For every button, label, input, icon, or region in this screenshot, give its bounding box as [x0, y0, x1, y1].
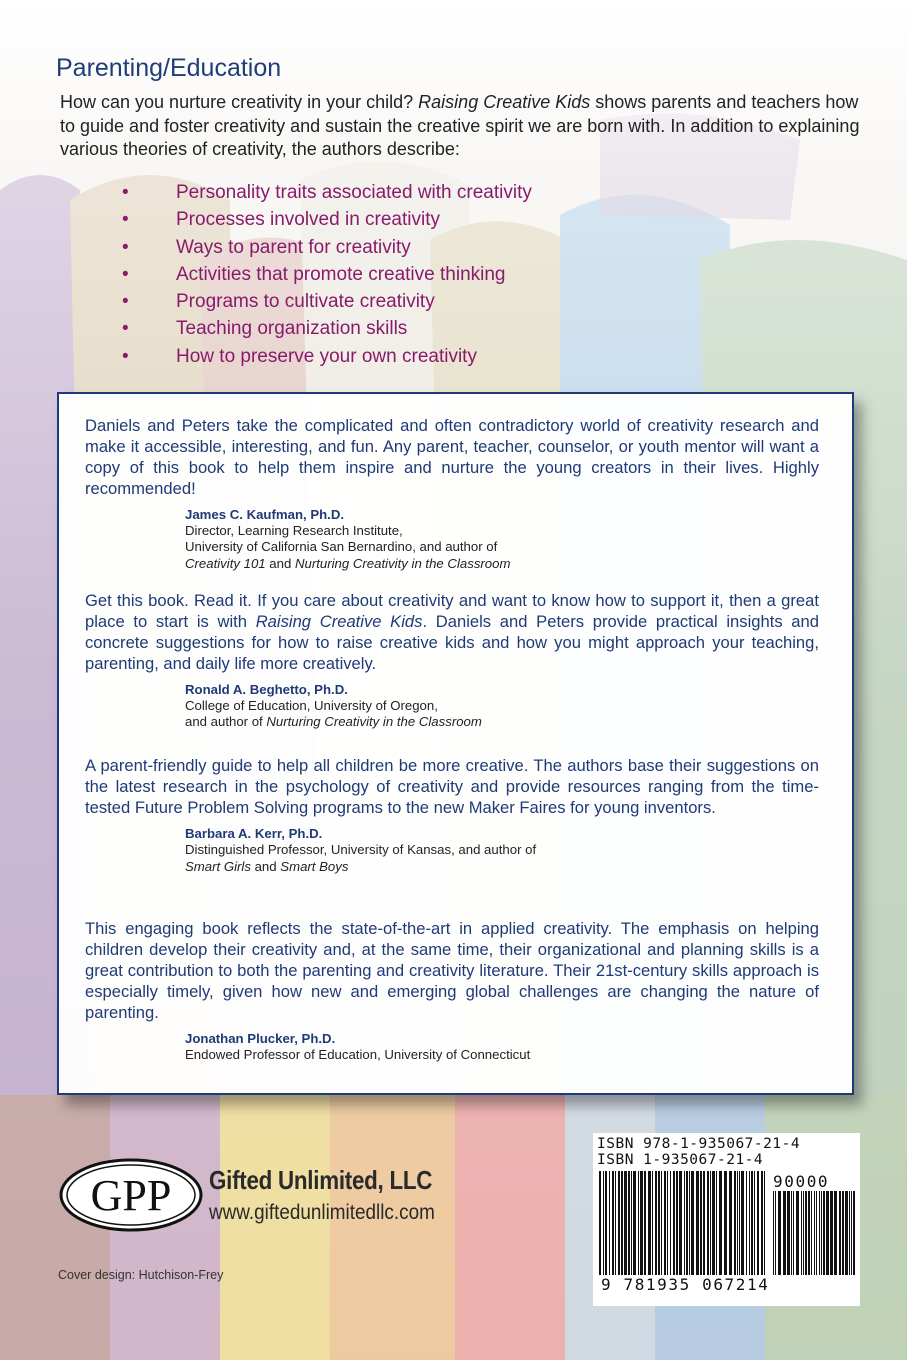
- list-item-text: Programs to cultivate creativity: [176, 291, 435, 313]
- isbn-barcode: [593, 1133, 860, 1306]
- list-item-text: Processes involved in creativity: [176, 209, 440, 231]
- gpp-logo: [59, 1158, 203, 1232]
- endorser-books: [185, 556, 819, 572]
- barcode-number: 9 781935 067214: [601, 1275, 770, 1294]
- author-of-text: and author of: [185, 714, 267, 730]
- endorsement-quote: [85, 919, 819, 1024]
- endorsement: [85, 756, 819, 875]
- endorsement: [85, 591, 819, 731]
- endorser-name: James C. Kaufman, Ph.D.: [185, 506, 345, 522]
- endorser-name: Barbara A. Kerr, Ph.D.: [185, 825, 323, 841]
- endorsement-attribution: [185, 1031, 819, 1064]
- endorser-title: Endowed Professor of Education, University of Connecticut: [185, 1046, 531, 1062]
- book-title: Smart Boys: [280, 858, 349, 874]
- endorser-affiliation: University of California San Bernardino, and author of: [185, 539, 498, 555]
- endorser-title: Director, Learning Research Institute,: [185, 523, 403, 539]
- intro-text-after: shows parents and teachers how to guide and foster creativity and sustain the creative spirit we are born with. In addition to explaining various theories of creativity, the authors describe:: [60, 92, 860, 159]
- list-item-text: Teaching organization skills: [176, 318, 408, 340]
- bullet-dot: •: [122, 182, 129, 203]
- endorser-books: [185, 714, 819, 730]
- endorsement-quote: [85, 416, 819, 500]
- isbn-10: ISBN 1-935067-21-4: [597, 1152, 764, 1168]
- list-item-text: Ways to parent for creativity: [176, 236, 411, 258]
- endorsement-quote: [85, 756, 819, 819]
- quote-text: . Daniels and Peters provide practical insights and concrete suggestions for how to raise creative kids and how you might approach your teaching, parenting, and daily life more creatively.: [85, 611, 819, 673]
- endorsement-attribution: [185, 682, 819, 731]
- logo-text: GPP: [90, 1171, 172, 1220]
- quote-text: Daniels and Peters take the complicated and often contradictory world of creativity research and make it accessible, interesting, and fun. Any parent, teacher, counselor, or youth mentor will want a copy of this book to help them inspire and nurture the young creators in their lives. Highly recommended!: [85, 416, 819, 498]
- intro-text-before: How can you nurture creativity in your child?: [60, 92, 419, 112]
- book-title: Raising Creative Kids: [255, 611, 423, 631]
- endorsement-quote: [85, 591, 819, 675]
- list-item-text: How to preserve your own creativity: [176, 345, 477, 367]
- endorsement: [85, 416, 819, 572]
- cover-credit: Cover design: Hutchison-Frey: [58, 1268, 224, 1282]
- endorser-name: Jonathan Plucker, Ph.D.: [185, 1030, 336, 1046]
- publisher-url[interactable]: www.giftedunlimitedllc.com: [209, 1201, 435, 1224]
- endorser-title: Distinguished Professor, University of Kansas, and author of: [185, 842, 537, 858]
- price-code: 90000: [773, 1172, 830, 1191]
- bullet-dot: •: [122, 236, 129, 258]
- book-title: Nurturing Creativity in the Classroom: [294, 555, 511, 571]
- endorser-books: [185, 859, 819, 875]
- bullet-dot: •: [122, 291, 129, 313]
- endorsement: [85, 919, 819, 1063]
- quote-text: Get this book. Read it. If you care about creativity and want to know how to support it, then a great place to start is with: [85, 591, 819, 631]
- conjunction: and: [250, 858, 281, 874]
- list-item-text: Activities that promote creative thinking: [176, 263, 506, 285]
- conjunction: and: [265, 555, 295, 571]
- list-item-text: Personality traits associated with creativity: [176, 182, 532, 203]
- book-title: Nurturing Creativity in the Classroom: [266, 714, 482, 730]
- bullet-dot: •: [122, 318, 129, 340]
- category-heading: Parenting/Education: [56, 54, 282, 82]
- book-title: Smart Girls: [185, 858, 251, 874]
- quote-text: This engaging book reflects the state-of-the-art in applied creativity. The emphasis on helping children develop their creativity and, at the same time, their organizational and planning skills is a great contribution to both the parenting and creativity literature. Their 21st-century skills approach is especially timely, given how new and emerging global challenges are changing the nature of parenting.: [85, 919, 819, 1022]
- publisher-name: Gifted Unlimited, LLC: [209, 1165, 433, 1195]
- bullet-dot: •: [122, 263, 129, 285]
- endorsement-attribution: [185, 826, 819, 875]
- bullet-dot: •: [122, 209, 129, 231]
- quote-text: A parent-friendly guide to help all children be more creative. The authors base their suggestions on the latest research in the psychology of creativity and provide resources ranging from the time-tested Future Problem Solving programs to the new Maker Faires for young inventors.: [85, 756, 819, 817]
- intro-book-title: Raising Creative Kids: [418, 92, 591, 112]
- endorser-title: College of Education, University of Oregon,: [185, 698, 438, 714]
- endorser-name: Ronald A. Beghetto, Ph.D.: [185, 681, 348, 697]
- bullet-dot: •: [122, 345, 129, 367]
- endorsements-box: [57, 392, 854, 1095]
- endorsement-attribution: [185, 507, 819, 573]
- book-title: Creativity 101: [185, 555, 266, 571]
- intro-paragraph: [60, 91, 860, 162]
- isbn-13: ISBN 978-1-935067-21-4: [597, 1136, 801, 1152]
